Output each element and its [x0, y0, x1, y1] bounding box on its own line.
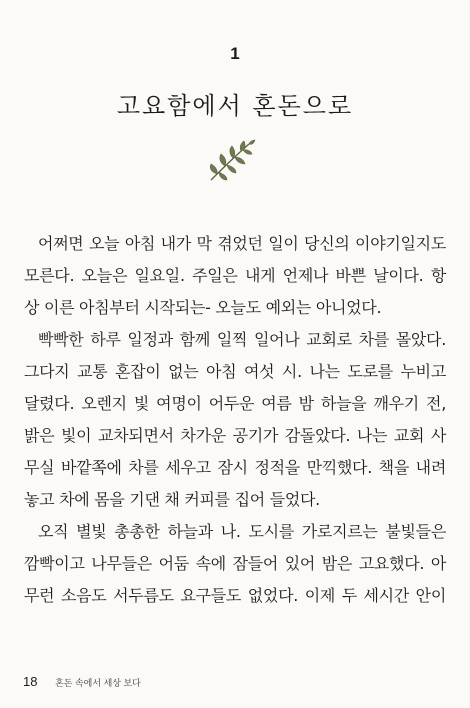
leaf-sprig-icon [205, 138, 257, 186]
page-footer [23, 674, 141, 689]
text-line: 오직 별빛 총총한 하늘과 나. 도시를 가로지르는 불빛들은 [38, 522, 446, 541]
page-number: 18 [23, 674, 38, 689]
text-line: 달렸다. 오렌지 빛 여명이 어두운 여름 밤 하늘을 깨우기 전, [24, 394, 446, 413]
chapter-title: 고요함에서 혼돈으로 [116, 92, 354, 120]
text-line: 무실 바깥쪽에 차를 세우고 잠시 정적을 만끽했다. 책을 내려 [24, 458, 446, 477]
text-line: 무런 소음도 서두름도 요구들도 없었다. 이제 두 세시간 안이 [24, 586, 446, 605]
running-title: 혼돈 속에서 세상 보다 [55, 678, 141, 688]
chapter-number: 1 [230, 44, 240, 63]
text-line: 그다지 교통 혼잡이 없는 아침 여섯 시. 나는 도로를 누비고 [24, 362, 446, 381]
text-line: 빡빡한 하루 일정과 함께 일찍 일어나 교회로 차를 몰았다. [38, 330, 446, 349]
text-line: 밝은 빛이 교차되면서 차가운 공기가 감돌았다. 나는 교회 사 [24, 426, 446, 445]
text-line: 상 이른 아침부터 시작되는- 오늘도 예외는 아니었다. [24, 298, 382, 317]
text-line: 깜빡이고 나무들은 어둠 속에 잠들어 있어 밤은 고요했다. 아 [24, 554, 446, 573]
text-line: 놓고 차에 몸을 기댄 채 커피를 집어 들었다. [24, 490, 320, 509]
text-line: 모른다. 오늘은 일요일. 주일은 내게 언제나 바쁜 날이다. 항 [24, 266, 446, 285]
text-line: 어쩌면 오늘 아침 내가 막 겪었던 일이 당신의 이야기일지도 [38, 234, 446, 253]
body-text [24, 228, 446, 612]
